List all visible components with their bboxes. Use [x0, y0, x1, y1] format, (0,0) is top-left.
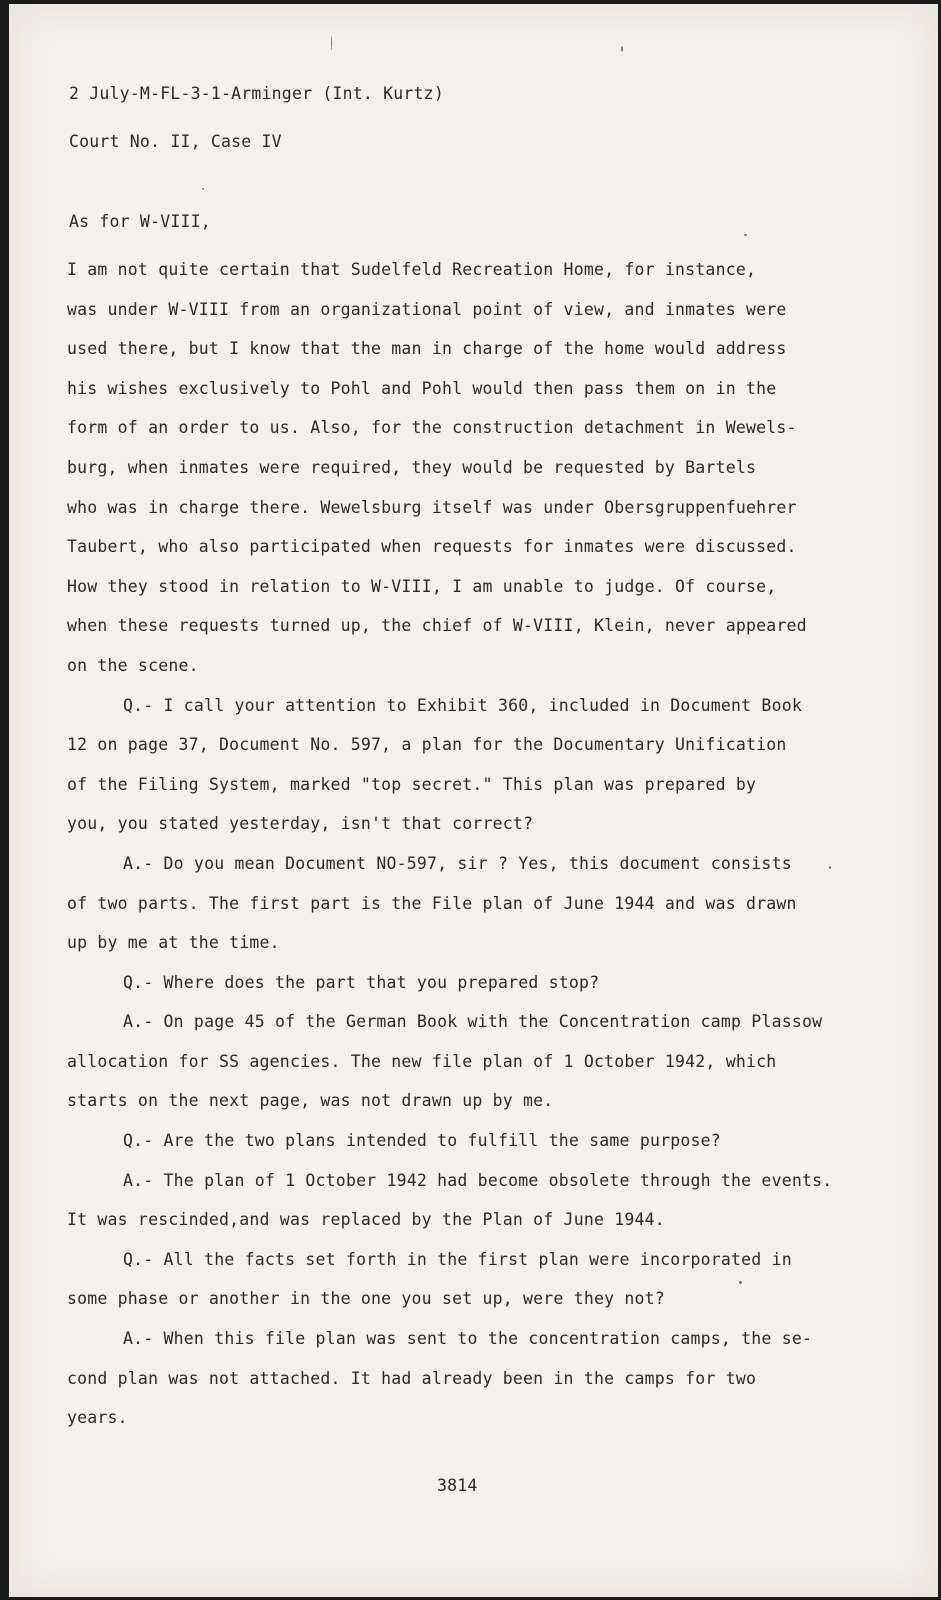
transcript-body	[67, 250, 927, 1438]
header-session-line: 2 July-M-FL-3-1-Arminger (Int. Kurtz)	[69, 84, 444, 103]
text-line: How they stood in relation to W-VIII, I am unable to judge. Of course,	[67, 576, 777, 596]
text-line: who was in charge there. Wewelsburg itself was under Obersgruppenfuehrer	[67, 497, 797, 517]
text-line: I am not quite certain that Sudelfeld Recreation Home, for instance,	[67, 260, 757, 279]
text-line: up by me at the time.	[67, 933, 280, 953]
text-line: Q.- I call your attention to Exhibit 360, included in Document Book	[123, 695, 802, 715]
text-line: A.- On page 45 of the German Book with the Concentration camp Plassow	[123, 1012, 823, 1032]
paper-speck	[739, 1281, 742, 1284]
text-line: of the Filing System, marked "top secret." This plan was prepared by	[67, 774, 757, 794]
paper-speck	[621, 46, 623, 52]
paragraph	[67, 963, 927, 1003]
paragraph	[67, 844, 927, 963]
text-line: It was rescinded,and was replaced by the Plan of June 1944.	[67, 1210, 665, 1230]
text-line: burg, when inmates were required, they would be requested by Bartels	[67, 457, 757, 477]
paper-speck	[331, 36, 332, 50]
text-line: of two parts. The first part is the File plan of June 1944 and was drawn	[67, 893, 797, 913]
paragraph	[67, 1319, 927, 1438]
intro-line: As for W-VIII,	[69, 212, 211, 231]
paragraph	[67, 1121, 927, 1161]
text-line: Q.- All the facts set forth in the first plan were incorporated in	[123, 1249, 792, 1269]
text-line: his wishes exclusively to Pohl and Pohl would then pass them on in the	[67, 378, 777, 398]
paper-speck	[829, 866, 831, 869]
text-line: cond plan was not attached. It had already been in the camps for two	[67, 1368, 757, 1388]
text-line: when these requests turned up, the chief of W-VIII, Klein, never appeared	[67, 616, 807, 636]
text-line: some phase or another in the one you set up, were they not?	[67, 1289, 665, 1309]
paragraph	[67, 1002, 927, 1121]
text-line: years.	[67, 1408, 128, 1428]
document-page	[9, 4, 938, 1597]
text-line: you, you stated yesterday, isn't that correct?	[67, 814, 534, 834]
text-line: A.- When this file plan was sent to the concentration camps, the se-	[123, 1329, 813, 1349]
text-line: A.- The plan of 1 October 1942 had become obsolete through the events.	[123, 1170, 833, 1190]
paragraph	[67, 686, 927, 844]
paragraph	[67, 1240, 927, 1319]
text-line: allocation for SS agencies. The new file plan of 1 October 1942, which	[67, 1051, 777, 1071]
text-line: on the scene.	[67, 655, 199, 675]
paper-speck	[744, 234, 747, 236]
text-line: 12 on page 37, Document No. 597, a plan for the Documentary Unification	[67, 735, 787, 755]
text-line: was under W-VIII from an organizational point of view, and inmates were	[67, 299, 787, 319]
header-court-line: Court No. II, Case IV	[69, 132, 282, 151]
text-line: Q.- Where does the part that you prepared stop?	[123, 972, 600, 992]
page-number: 3814	[437, 1476, 478, 1495]
text-line: Taubert, who also participated when requests for inmates were discussed.	[67, 537, 797, 557]
text-line: form of an order to us. Also, for the construction detachment in Wewels-	[67, 418, 797, 438]
paragraph	[67, 1161, 927, 1240]
paragraph	[67, 250, 927, 686]
text-line: Q.- Are the two plans intended to fulfill the same purpose?	[123, 1131, 721, 1151]
text-line: A.- Do you mean Document NO-597, sir ? Yes, this document consists	[123, 853, 792, 873]
paper-speck	[202, 188, 204, 190]
text-line: used there, but I know that the man in charge of the home would address	[67, 339, 787, 359]
text-line: starts on the next page, was not drawn up by me.	[67, 1091, 554, 1111]
